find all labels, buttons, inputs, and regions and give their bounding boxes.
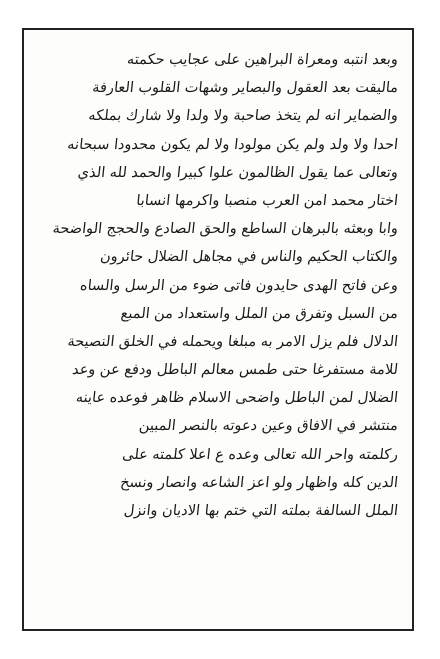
text-line: والكتاب الحكيم والناس في مجاهل الضلال حائرون bbox=[99, 249, 399, 266]
text-line: الضلال لمن الباطل واضحى الاسلام ظاهر فوعده عاينه bbox=[75, 390, 399, 407]
text-line: من السبل وتفرق من الملل واستعداد من المبع bbox=[119, 305, 399, 322]
text-line: ماليقت بعد العقول والبصاير وشهات القلوب العارفة bbox=[91, 80, 399, 97]
text-line: الدين كله واظهار ولو اعز الشاعه وانصار ونسخ bbox=[119, 474, 399, 491]
text-line: وابا وبعثه بالبرهان الساطع والحق الصادع والحجج الواضحة bbox=[51, 221, 399, 238]
page-border bbox=[22, 28, 414, 631]
text-line: الدلال فلم يزل الامر به مبلغا ويحمله في الخلق النصيحة bbox=[66, 333, 399, 350]
text-line: اختار محمد امن العرب منصبا واكرمها انسابا bbox=[135, 192, 399, 209]
text-line: احدا ولا ولد ولم يكن مولودا ولا لم يكون محدودا سبحانه bbox=[66, 136, 399, 153]
text-line: للامة مستفرغا حتى طمس معالم الباطل ودفع عن وعد bbox=[71, 362, 399, 379]
text-line: وبعد انتبه ومعراة البراهين على عجايب حكمته bbox=[126, 52, 399, 68]
text-line: ركلمته واحر الله تعالى وعده ع اعلا كلمته على bbox=[121, 446, 399, 463]
text-line: وعن فاتح الهدى حايدون فاتى ضوء من الرسل والساه bbox=[79, 277, 399, 294]
text-line: منتشر في الافاق وعين دعوته بالنصر المبين bbox=[138, 418, 399, 435]
text-line: الملل السالفة بملته التي ختم بها الاديان وانزل bbox=[123, 503, 399, 519]
text-line: وتعالى عما يقول الظالمون علوا كبيرا والحمد لله الذي bbox=[76, 164, 399, 181]
text-line: والضماير انه لم يتخذ صاحبة ولا ولدا ولا شارك بملكه bbox=[87, 108, 399, 125]
manuscript-text bbox=[38, 46, 398, 525]
